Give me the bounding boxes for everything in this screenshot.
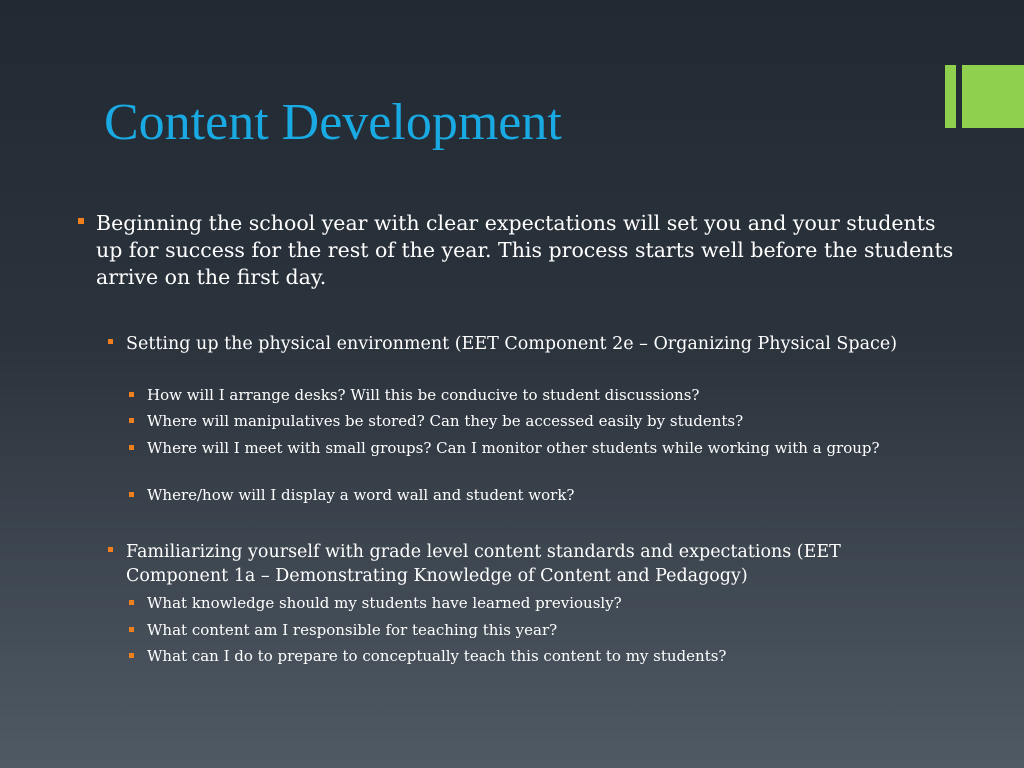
- bullet-content-item: What knowledge should my students have learned previously?: [147, 594, 622, 612]
- bullet-physical-heading: Setting up the physical environment (EET Component 2e – Organizing Physical Space): [126, 334, 898, 354]
- bullet-content-heading: Familiarizing yourself with grade level content standards and expectations (EET Component 1a – Demonstrating Knowledge of Content and Pedagogy): [126, 542, 841, 586]
- bullet-physical-item: Where will I meet with small groups? Can I monitor other students while working with a group?: [147, 439, 880, 457]
- bullet-physical-item: Where will manipulatives be stored? Can they be accessed easily by students?: [147, 412, 744, 430]
- slide-title: Content Development: [104, 94, 562, 151]
- bullet-marker: [129, 418, 134, 423]
- bullet-content-item: What can I do to prepare to conceptually teach this content to my students?: [147, 647, 727, 665]
- bullet-content-item: What content am I responsible for teaching this year?: [147, 621, 558, 639]
- accent-bar-wide: [962, 65, 1024, 128]
- bullet-main: Beginning the school year with clear expectations will set you and your students up for success for the rest of the year. This process starts well before the students arrive on the first day.: [96, 211, 954, 289]
- bullet-physical-item: How will I arrange desks? Will this be conducive to student discussions?: [147, 386, 700, 404]
- accent-bar-thin: [945, 65, 956, 128]
- bullet-marker: [129, 627, 134, 632]
- bullet-physical-item: Where/how will I display a word wall and student work?: [147, 486, 575, 504]
- bullet-marker: [129, 492, 134, 497]
- bullet-marker: [108, 339, 113, 344]
- bullet-marker: [78, 218, 84, 224]
- bullet-marker: [129, 392, 134, 397]
- bullet-marker: [108, 547, 113, 552]
- bullet-marker: [129, 600, 134, 605]
- bullet-marker: [129, 653, 134, 658]
- bullet-marker: [129, 445, 134, 450]
